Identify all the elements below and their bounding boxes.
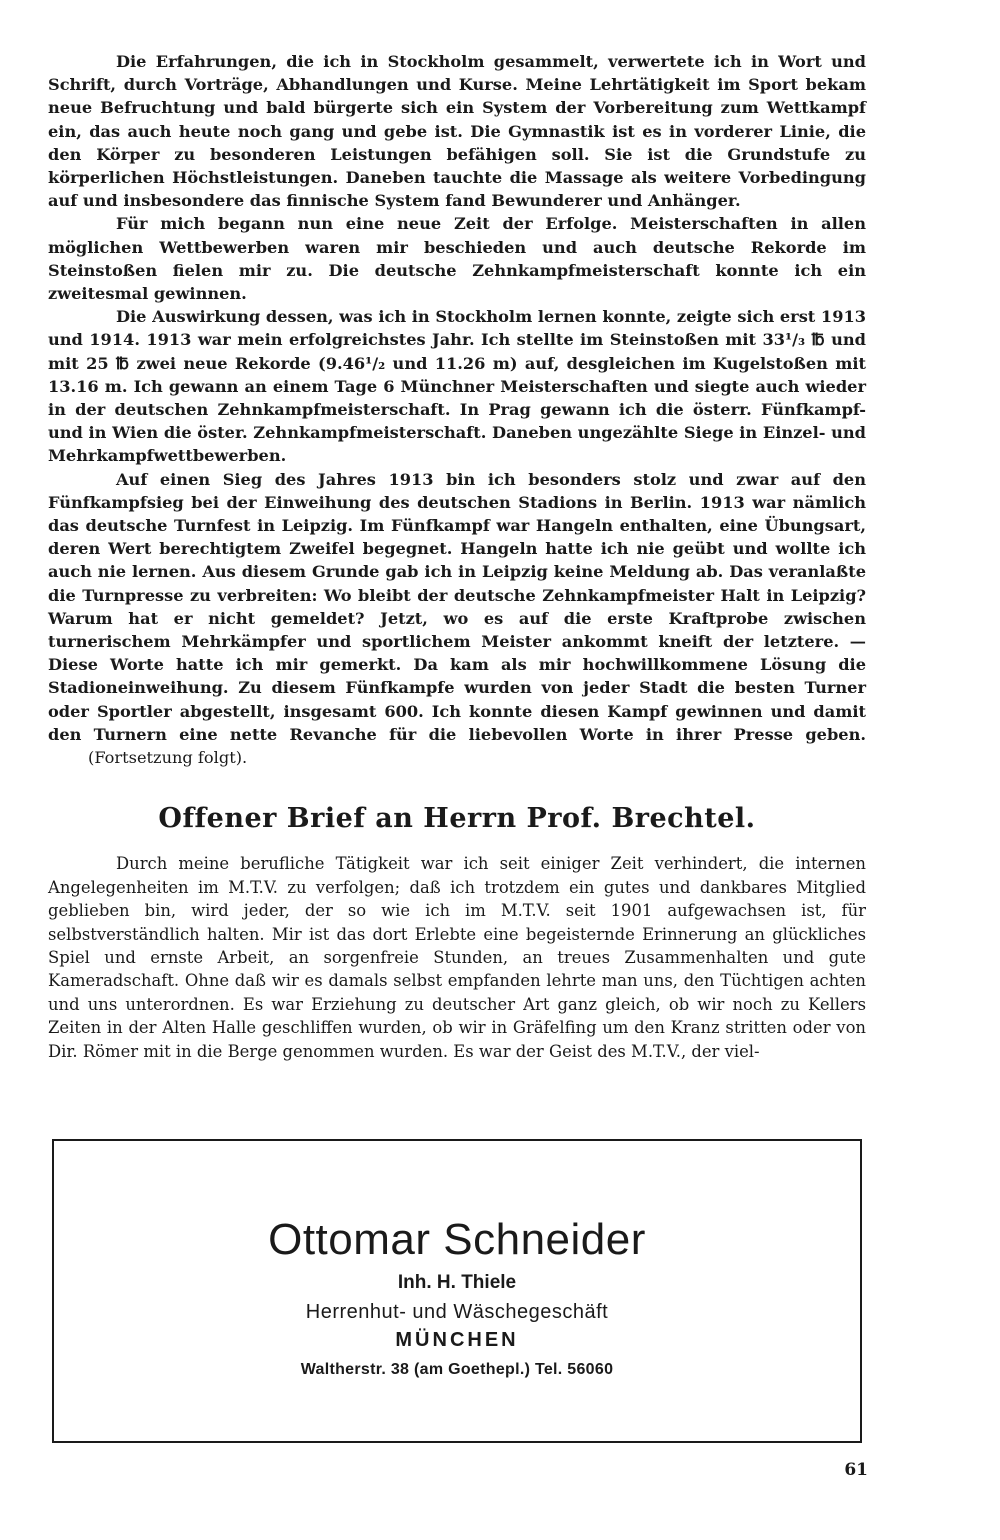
article-paragraph-2: Für mich begann nun eine neue Zeit der Erfolge. Meisterschaften in allen möglichen Wettbewerben waren mir beschieden und auch deutsche Rekorde im Steinstoßen fielen mir zu. Die deutsche Zehnkampfmeisterschaft konnte ich ein zweitesmal gewinnen. <box>48 214 866 304</box>
article-paragraph-4 <box>48 468 866 770</box>
letter-paragraph: Durch meine berufliche Tätigkeit war ich seit einiger Zeit verhindert, die internen Angelegenheiten im M.T.V. zu verfolgen; daß ich trotzdem ein gutes und dankbares Mitglied geblieben bin, wird jeder, der so wie ich im M.T.V. seit 1901 aufgewachsen ist, für selbstverständlich halten. Mir ist das dort Erlebte eine begeisternde Erinnerung an glückliches Spiel und ernste Arbeit, an sorgenfreie Stunden, an treues Zusammenhalten und gute Kameradschaft. Ohne daß wir es damals selbst empfanden lehrte man uns, den Tüchtigen achten und uns unterordnen. Es war Erziehung zu deutscher Art ganz gleich, ob wir noch zu Kellers Zeiten in der Alten Halle geschliffen wurden, ob wir in Gräfelfing um den Kranz stritten oder von Dir. Römer mit in die Berge genommen wurden. Es war der Geist des M.T.V., der viel- <box>48 854 866 1061</box>
ad-city: MÜNCHEN <box>395 1329 519 1351</box>
ad-owner: Inh. H. Thiele <box>397 1272 517 1293</box>
ad-description: Herrenhut- und Wäschegeschäft <box>305 1301 609 1323</box>
ad-address: Waltherstr. 38 (am Goethepl.) Tel. 56060 <box>300 1361 614 1378</box>
article-continuation <box>48 50 866 769</box>
ad-company-name: Ottomar Schneider <box>268 1215 646 1264</box>
article-paragraph-1: Die Erfahrungen, die ich in Stockholm gesammelt, verwertete ich in Wort und Schrift, durch Vorträge, Abhandlungen und Kurse. Meine Lehrtätigkeit im Sport bekam neue Befruchtung und bald bürgerte sich ein System der Vorbereitung zum Wettkampf ein, das auch heute noch gang und gebe ist. Die Gymnastik ist es in vorderer Linie, die den Körper zu besonderen Leistungen befähigen soll. Sie ist die Grundstufe zu körperlichen Höchstleistungen. Daneben tauchte die Massage als weitere Vorbedingung auf und insbesondere das finnische System fand Bewunderer und Anhänger. <box>48 52 866 211</box>
letter-title: Offener Brief an Herrn Prof. Brechtel. <box>158 803 756 835</box>
article-paragraph-3: Die Auswirkung dessen, was ich in Stockholm lernen konnte, zeigte sich erst 1913 und 1914. 1913 war mein erfolgreichstes Jahr. Ich stellte im Steinstoßen mit 33¹/₃ ℔ und mit 25 ℔ zwei neue Rekorde (9.46¹/₂ und 11.26 m) auf, desgleichen im Kugelstoßen mit 13.16 m. Ich gewann an einem Tage 6 Münchner Meisterschaften und siegte auch wieder in der deutschen Zehnkampfmeisterschaft. In Prag gewann ich die österr. Fünfkampf- und in Wien die öster. Zehnkampfmeisterschaft. Daneben ungezählte Siege in Einzel- und Mehrkampfwettbewerben. <box>48 307 866 466</box>
article-paragraph-4-text: Auf einen Sieg des Jahres 1913 bin ich besonders stolz und zwar auf den Fünfkampfsieg bei der Einweihung des deutschen Stadions in Berlin. 1913 war nämlich das deutsche Turnfest in Leipzig. Im Fünfkampf war Hangeln enthalten, eine Übungsart, deren Wert berechtigtem Zweifel begegnet. Hangeln hatte ich nie geübt und wollte ich auch nie lernen. Aus diesem Grunde gab ich in Leipzig keine Meldung ab. Das veranlaßte die Turnpresse zu verbreiten: Wo bleibt der deutsche Zehnkampfmeister Halt in Leipzig? Warum hat er nicht gemeldet? Jetzt, wo es auf die erste Kraftprobe zwischen turnerischem Mehrkämpfer und sportlichem Meister ankommt kneift der letztere. — Diese Worte hatte ich mir gemerkt. Da kam als mir hochwillkommene Lösung die Stadioneinweihung. Zu diesem Fünfkampfe wurden von jeder Stadt die besten Turner oder Sportler abgestellt, insgesamt 600. Ich konnte diesen Kampf gewinnen und damit den Turnern eine nette Revanche für die liebevollen Worte in ihrer Presse geben. <box>48 469 866 744</box>
open-letter <box>48 852 866 1063</box>
page-number: 61 <box>844 1460 868 1480</box>
page-content <box>48 50 866 1063</box>
advertisement-box <box>52 1139 862 1443</box>
continued-note: (Fortsetzung folgt). <box>88 748 248 768</box>
